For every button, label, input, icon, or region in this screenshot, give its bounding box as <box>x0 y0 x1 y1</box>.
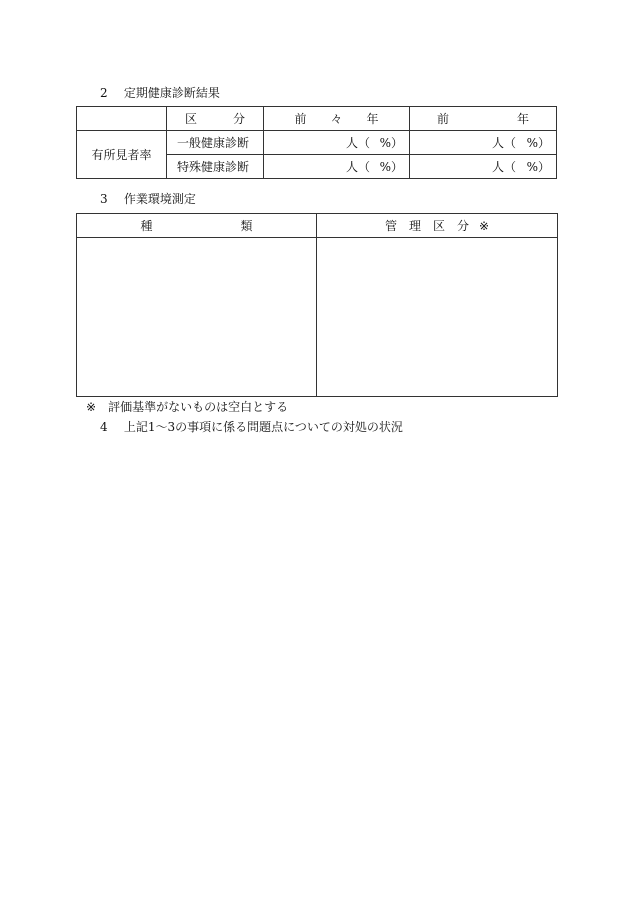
work-environment-table <box>76 213 558 397</box>
header-category: 区 分 <box>167 107 264 131</box>
header-blank-cell <box>77 107 167 131</box>
value-cell-prev-general[interactable] <box>410 131 557 155</box>
note-reference-mark: ※ <box>478 218 490 233</box>
row-group-label: 有所見者率 <box>77 131 167 179</box>
section-3-heading <box>100 190 196 207</box>
type-entry-cell[interactable] <box>77 238 317 397</box>
note-mark: ※ <box>86 400 97 414</box>
person-unit: 人（ <box>492 159 517 174</box>
section-4-heading <box>100 418 403 435</box>
table-row <box>77 131 557 155</box>
header-type: 種 類 <box>77 214 317 238</box>
section-4-number: 4 <box>100 420 108 434</box>
table-note <box>86 398 288 415</box>
health-checkup-table <box>76 106 557 179</box>
percent-unit: %） <box>526 135 550 150</box>
row-category: 特殊健康診断 <box>167 155 264 179</box>
header-prev-prev-year: 前 々 年 <box>264 107 410 131</box>
header-management-category: 管理区分 ※ <box>317 214 558 238</box>
env-table-header-row <box>77 214 558 238</box>
management-entry-cell[interactable] <box>317 238 558 397</box>
person-unit: 人（ <box>346 159 371 174</box>
section-2-title: 定期健康診断結果 <box>123 86 220 100</box>
percent-unit: %） <box>379 159 403 174</box>
value-cell-prev-special[interactable] <box>410 155 557 179</box>
value-cell-prev-prev-special[interactable] <box>264 155 410 179</box>
value-cell-prev-prev-general[interactable] <box>264 131 410 155</box>
section-3-number: 3 <box>100 192 108 206</box>
health-table-header-row <box>77 107 557 131</box>
note-text: 評価基準がないものは空白とする <box>108 400 289 414</box>
row-category: 一般健康診断 <box>167 131 264 155</box>
section-3-title: 作業環境測定 <box>123 192 196 206</box>
section-4-title: 上記1〜3の事項に係る問題点についての対処の状況 <box>123 420 403 434</box>
percent-unit: %） <box>526 159 550 174</box>
env-table-body-row <box>77 238 558 397</box>
person-unit: 人（ <box>346 135 371 150</box>
person-unit: 人（ <box>492 135 517 150</box>
percent-unit: %） <box>379 135 403 150</box>
header-prev-year: 前 年 <box>410 107 557 131</box>
section-2-number: 2 <box>100 86 108 100</box>
section-2-heading <box>100 84 220 101</box>
